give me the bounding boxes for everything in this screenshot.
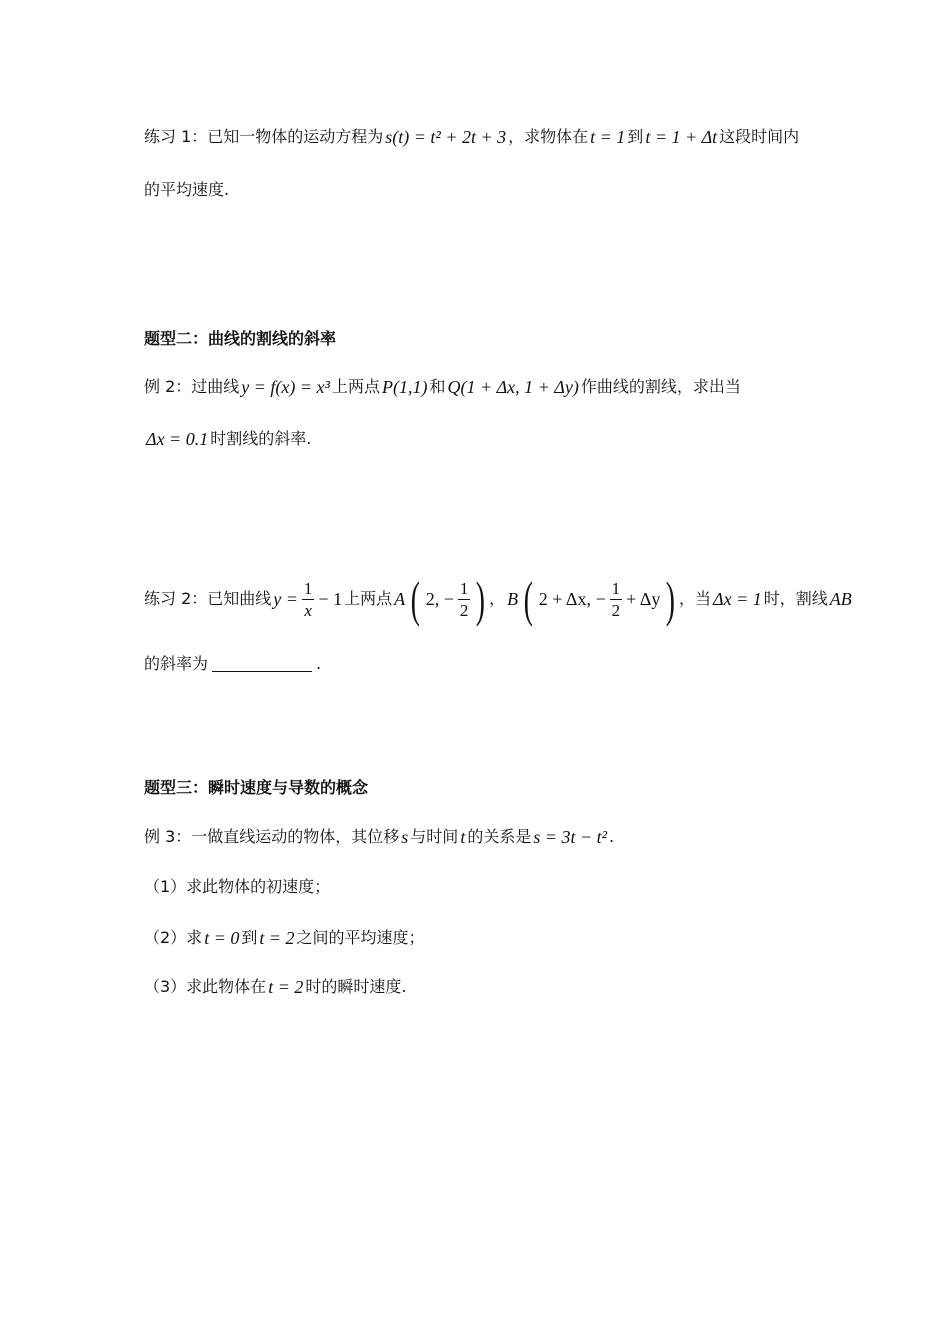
practice2-curve-lhs: y = <box>273 589 298 609</box>
example3-q2-suffix: 之间的平均速度； <box>296 928 425 947</box>
answer-blank[interactable] <box>212 655 312 672</box>
practice1-line2 <box>144 182 229 198</box>
fraction-denominator: x <box>304 600 312 620</box>
practice2-line1 <box>144 571 854 627</box>
example3-q2-b: t = 2 <box>259 928 295 948</box>
example3-prefix: 例 3：一做直线运动的物体，其位移 <box>144 827 400 846</box>
section2-title-text: 题型二：曲线的割线的斜率 <box>144 329 337 348</box>
example3-var-s: s <box>401 827 409 847</box>
section2-title <box>144 331 336 347</box>
practice2-point-a-x: 2, − <box>425 589 454 609</box>
practice2-line-name: AB <box>829 589 852 609</box>
example2-line2 <box>144 430 311 448</box>
practice2-fraction-1-over-x <box>302 580 315 619</box>
practice2-fraction-half-b <box>610 580 623 619</box>
right-paren-icon: ) <box>476 571 486 627</box>
practice2-line2-prefix: 的斜率为 <box>144 653 209 673</box>
practice1-prefix: 练习 1：已知一物体的运动方程为 <box>144 127 384 146</box>
practice2-prefix: 练习 2：已知曲线 <box>144 589 272 608</box>
example2-point-q: Q(1 + Δx, 1 + Δy) <box>447 377 579 397</box>
practice1-suffix: 这段时间内 <box>719 127 800 146</box>
example3-q3-prefix: （3）求此物体在 <box>144 977 267 996</box>
example3-q2-a: t = 0 <box>204 928 240 948</box>
fraction-numerator: 1 <box>611 578 621 598</box>
example3-var-t: t <box>460 827 466 847</box>
example3-mid1: 与时间 <box>410 827 459 846</box>
example2-curve: y = f(x) = x³ <box>241 377 330 397</box>
example3-mid2: 的关系是 <box>467 827 532 846</box>
practice2-point-b-x: 2 + Δx, − <box>538 589 606 609</box>
example2-mid2: 和 <box>429 377 446 396</box>
section3-title-text: 题型三：瞬时速度与导数的概念 <box>144 778 369 797</box>
practice2-point-b-tail: + Δy <box>626 589 661 609</box>
practice2-mid1: 上两点 <box>344 589 393 608</box>
practice2-cond: Δx = 1 <box>713 589 762 609</box>
example2-line2-suffix: 时割线的斜率. <box>210 429 312 448</box>
example3-suffix: . <box>609 827 615 846</box>
example2-cond: Δx = 0.1 <box>146 429 209 449</box>
example3-q3-suffix: 时的瞬时速度. <box>305 977 407 996</box>
example3-q1-text: （1）求此物体的初速度； <box>144 877 331 896</box>
example2-line1 <box>144 378 741 396</box>
example2-suffix: 作曲线的割线，求出当 <box>580 377 741 396</box>
example3-line1 <box>144 828 614 846</box>
practice1-line2-text: 的平均速度. <box>144 180 230 199</box>
fraction-numerator: 1 <box>303 578 313 598</box>
practice2-sep: ， <box>489 589 506 608</box>
practice2-curve-rhs: − 1 <box>318 589 343 609</box>
example3-q3-t: t = 2 <box>268 977 304 997</box>
practice2-mid2: ，当 <box>679 589 712 608</box>
practice1-mid2: 到 <box>627 127 644 146</box>
practice2-mid3: 时，割线 <box>763 589 828 608</box>
practice1-mid1: ，求物体在 <box>508 127 589 146</box>
example3-q2-mid: 到 <box>241 928 258 947</box>
example3-q1 <box>144 879 330 895</box>
practice1-t-end: t = 1 + Δt <box>645 127 718 147</box>
example2-prefix: 例 2：过曲线 <box>144 377 240 396</box>
example3-q2-prefix: （2）求 <box>144 928 203 947</box>
fraction-denominator: 2 <box>459 600 469 620</box>
practice2-fraction-half-a <box>458 580 471 619</box>
practice2-point-b-name: B <box>507 589 519 609</box>
example2-mid1: 上两点 <box>331 377 380 396</box>
practice1-line1 <box>144 128 799 146</box>
example3-formula: s = 3t − t² <box>533 827 608 847</box>
practice2-line2-suffix: . <box>316 653 322 673</box>
left-paren-icon: ( <box>410 571 421 627</box>
example3-q2 <box>144 929 425 947</box>
practice1-t-start: t = 1 <box>590 127 626 147</box>
section3-title <box>144 780 368 796</box>
example3-q3 <box>144 978 406 996</box>
practice1-formula: s(t) = t² + 2t + 3 <box>385 127 507 147</box>
left-paren-icon: ( <box>523 571 533 627</box>
fraction-denominator: 2 <box>611 600 621 620</box>
example2-point-p: P(1,1) <box>381 377 428 397</box>
practice2-line2 <box>144 655 321 672</box>
right-paren-icon: ) <box>666 571 676 627</box>
practice2-point-a-name: A <box>394 589 406 609</box>
fraction-numerator: 1 <box>459 578 469 598</box>
